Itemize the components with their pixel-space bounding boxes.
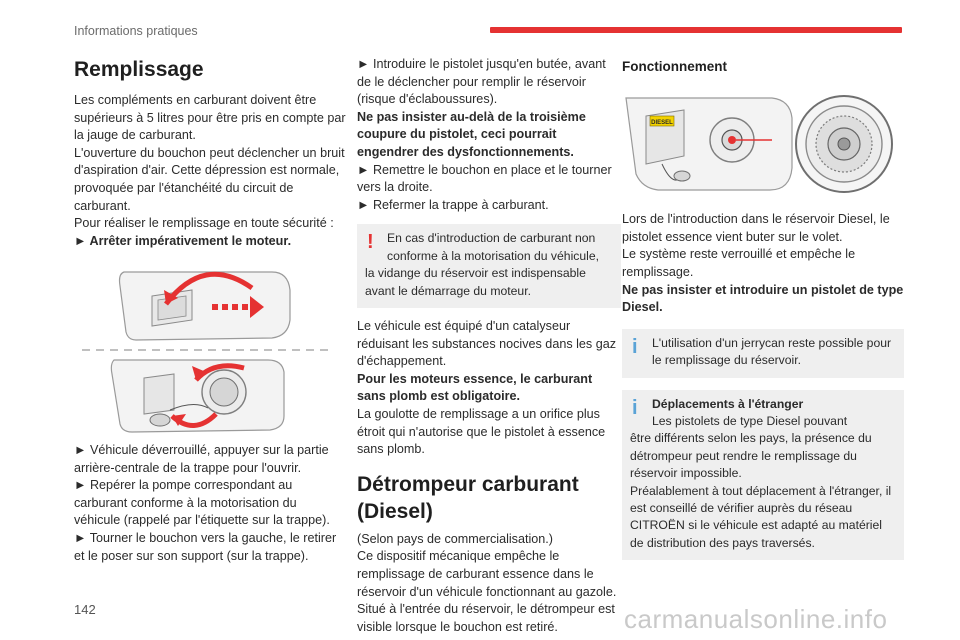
step-insert-nozzle: ► Introduire le pistolet jusqu'en butée, avant de le déclencher pour remplir le réservoir (risque d'éclaboussures). <box>357 57 606 107</box>
paragraph-device-location: Situé à l'entrée du réservoir, le détrompeur est visible lorsque le bouchon est retiré. <box>357 602 615 634</box>
paragraph-system-locked: Le système reste verrouillé et empêche le remplissage. <box>622 247 856 279</box>
section-title-fonctionnement: Fonctionnement <box>622 59 727 74</box>
info-note-jerrycan <box>622 329 904 378</box>
fuel-flap-closed-drawing <box>120 272 291 340</box>
warning-note-line1: En cas d'introduction de carburant non conforme à la motorisation du véhicule, <box>387 231 600 263</box>
section-title-misfuel-prevention: Détrompeur carburant (Diesel) <box>357 472 579 523</box>
site-watermark: carmanualsonline.info <box>624 604 888 634</box>
fuel-flap-diesel-drawing <box>626 98 792 190</box>
fuel-cap-open-drawing <box>111 360 284 432</box>
paragraph-catalyst: Le véhicule est équipé d'un catalyseur réduisant les substances nocives dans les gaz d'échappement. <box>357 318 617 369</box>
info-icon: i <box>632 335 638 358</box>
paragraph-device-description: Ce dispositif mécanique empêche le remplissage de carburant essence dans le réservoir d'un véhicule fonctionnant au gazole. <box>357 549 617 599</box>
diesel-label-text: DIESEL <box>651 119 673 126</box>
step-find-pump: ► Repérer la pompe correspondant au carburant conforme à la motorisation du véhicule (rappelé par l'étiquette sur la trappe). <box>74 478 330 528</box>
paragraph-minimum-volume: Les compléments en carburant doivent être supérieurs à 5 litres pour être pris en compte par la jauge de carburant. <box>74 93 346 143</box>
fuel-flap-illustration <box>74 260 334 436</box>
warning-third-cutoff: Ne pas insister au-delà de la troisième coupure du pistolet, ceci pourrait engendrer des dysfonctionnements. <box>357 109 586 159</box>
info-note-travel-title: Déplacements à l'étranger <box>652 396 804 411</box>
step-close-flap: ► Refermer la trappe à carburant. <box>357 197 549 212</box>
column-left <box>74 56 346 565</box>
paragraph-filler-neck: La goulotte de remplissage a un orifice plus étroit qui n'autorise que le pistolet à essence sans plomb. <box>357 406 606 457</box>
paragraph-unleaded-required: Pour les moteurs essence, le carburant sans plomb est obligatoire. <box>357 371 593 404</box>
step-replace-cap: ► Remettre le bouchon en place et le tourner vers la droite. <box>357 162 612 195</box>
paragraph-petrol-nozzle-blocked: Lors de l'introduction dans le réservoir Diesel, le pistolet essence vient buter sur le volet. <box>622 212 890 244</box>
misfuel-device-illustration <box>622 94 904 198</box>
info-note-travel-body2: Préalablement à tout déplacement à l'étranger, il est conseillé de vérifier auprès du réseau CITROËN si le véhicule est adapté au matériel de distribution des pays traversés. <box>630 483 892 550</box>
paragraph-use-diesel-nozzle: Ne pas insister et introduire un pistolet de type Diesel. <box>622 282 904 315</box>
paragraph-country-note: (Selon pays de commercialisation.) <box>357 531 553 546</box>
filler-neck-closeup-drawing <box>796 96 892 192</box>
column-middle <box>357 56 621 636</box>
page-number: 142 <box>74 602 96 617</box>
info-note-jerrycan-text: L'utilisation d'un jerrycan reste possible pour le remplissage du réservoir. <box>652 335 892 368</box>
info-note-travel-line1: Les pistolets de type Diesel pouvant <box>652 413 848 428</box>
info-note-travel-abroad <box>622 390 904 561</box>
info-note-travel-body: être différents selon les pays, la présence du détrompeur peut rendre le remplissage du réservoir impossible. <box>630 431 872 481</box>
step-remove-cap: ► Tourner le bouchon vers la gauche, le retirer et le poser sur son support (sur la trappe). <box>74 530 337 563</box>
paragraph-safety-intro: Pour réaliser le remplissage en toute sécurité : <box>74 216 334 231</box>
info-icon: i <box>632 396 638 419</box>
warning-exclamation-icon: ! <box>367 231 374 254</box>
warning-note-wrong-fuel <box>357 224 621 308</box>
running-header: Informations pratiques <box>74 24 198 38</box>
section-title-remplissage: Remplissage <box>74 58 204 81</box>
paragraph-air-noise: L'ouverture du bouchon peut déclencher un bruit d'aspiration d'air. Cette dépression est normale, provoquée par l'étanchéité du circuit de carburant. <box>74 145 345 213</box>
step-stop-engine: ► Arrêter impérativement le moteur. <box>74 233 292 248</box>
warning-note-line2: la vidange du réservoir est indispensable avant le démarrage du moteur. <box>365 266 586 298</box>
header-accent-bar <box>490 27 902 33</box>
step-open-flap: ► Véhicule déverrouillé, appuyer sur la partie arrière-centrale de la trappe pour l'ouvrir. <box>74 442 329 475</box>
column-right <box>622 56 904 566</box>
